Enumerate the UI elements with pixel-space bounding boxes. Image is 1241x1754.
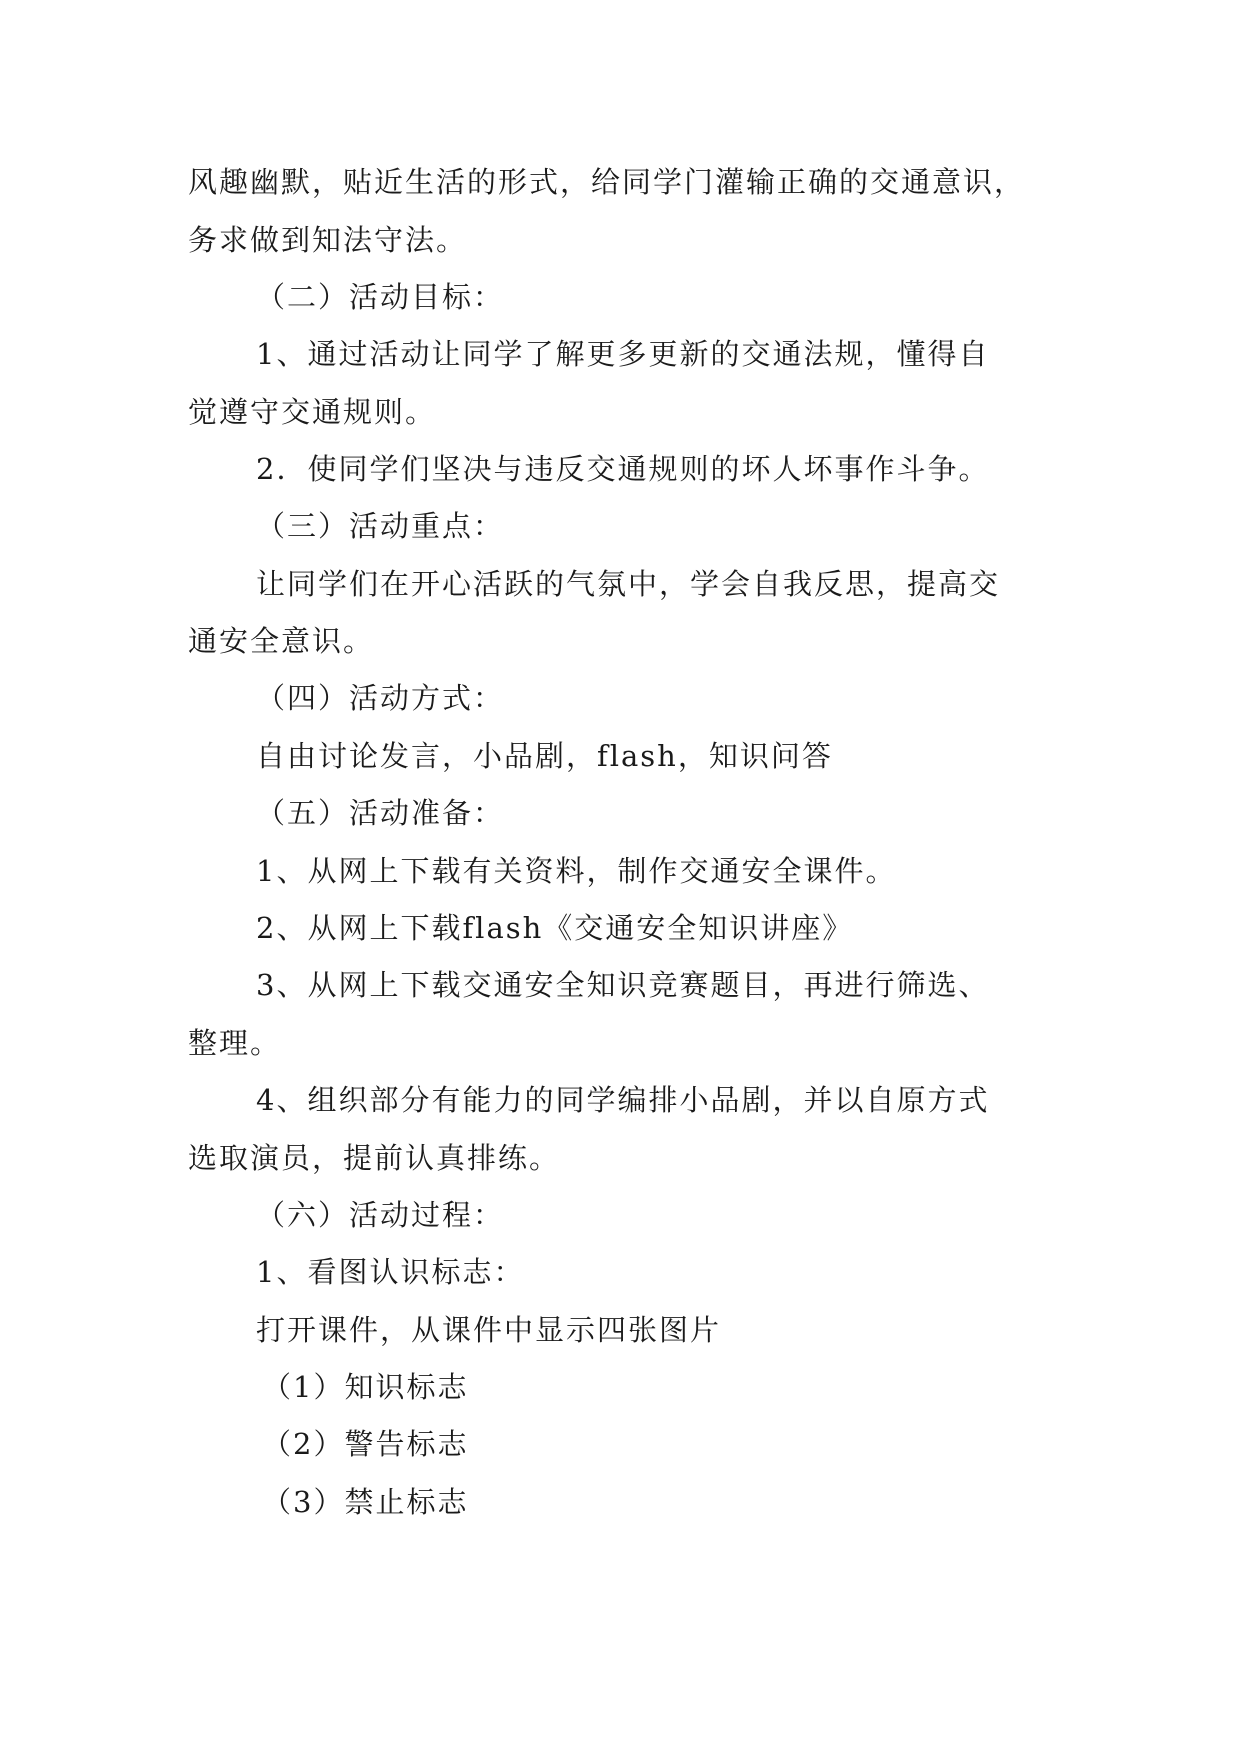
section-heading: （二）活动目标： <box>256 280 505 314</box>
list-item: 1、从网上下载有关资料，制作交通安全课件。 <box>256 854 897 888</box>
list-item: 1、看图认识标志： <box>256 1255 525 1289</box>
section-heading: （六）活动过程： <box>256 1198 505 1232</box>
paragraph-line: 打开课件，从课件中显示四张图片 <box>256 1313 722 1347</box>
paragraph-line: 2．使同学们坚决与违反交通规则的坏人坏事作斗争。 <box>256 452 990 486</box>
paragraph-line: 选取演员，提前认真排练。 <box>188 1141 561 1175</box>
list-item: （1）知识标志 <box>262 1370 469 1404</box>
paragraph-line: 自由讨论发言，小品剧，flash，知识问答 <box>256 739 833 773</box>
list-item: 2、从网上下载flash《交通安全知识讲座》 <box>256 911 854 945</box>
paragraph-line: 1、通过活动让同学了解更多更新的交通法规，懂得自 <box>256 337 990 371</box>
paragraph-line: 觉遵守交通规则。 <box>188 395 437 429</box>
list-item: 3、从网上下载交通安全知识竞赛题目，再进行筛选、 <box>256 968 990 1002</box>
paragraph-line: 务求做到知法守法。 <box>188 223 468 257</box>
list-item: （3）禁止标志 <box>262 1485 469 1519</box>
section-heading: （五）活动准备： <box>256 796 505 830</box>
paragraph-line: 整理。 <box>188 1026 282 1060</box>
paragraph-line: 风趣幽默，贴近生活的形式，给同学门灌输正确的交通意识， <box>188 165 1026 199</box>
paragraph-line: 通安全意识。 <box>188 624 375 658</box>
section-heading: （三）活动重点： <box>256 509 505 543</box>
paragraph-line: 让同学们在开心活跃的气氛中，学会自我反思，提高交 <box>256 567 1001 601</box>
list-item: （2）警告标志 <box>262 1427 469 1461</box>
list-item: 4、组织部分有能力的同学编排小品剧，并以自原方式 <box>256 1083 990 1117</box>
section-heading: （四）活动方式： <box>256 681 505 715</box>
